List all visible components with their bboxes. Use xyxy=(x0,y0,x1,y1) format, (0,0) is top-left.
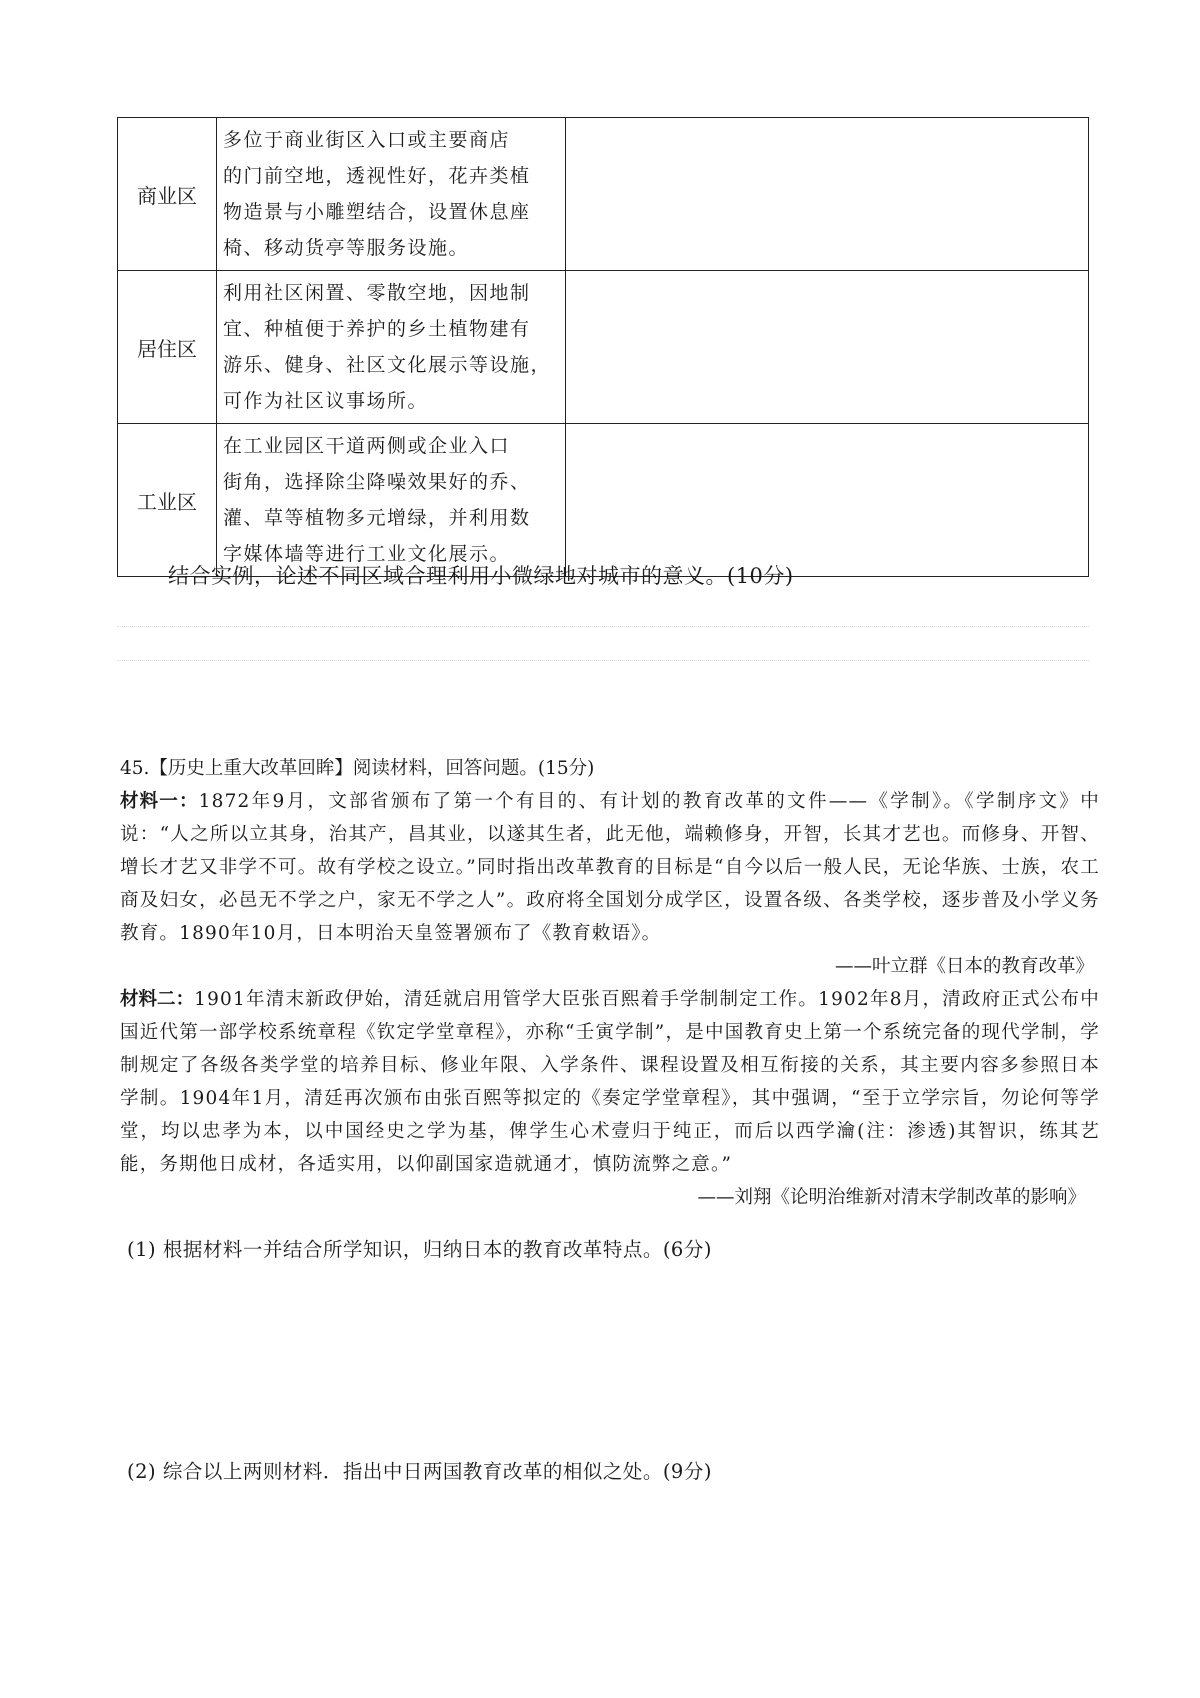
table-row xyxy=(118,118,1089,271)
answer-line[interactable] xyxy=(117,660,1089,661)
zone-name: 商业区 xyxy=(118,118,217,271)
sub-question-1: (1) 根据材料一并结合所学知识，归纳日本的教育改革特点。(6分) xyxy=(127,1238,712,1261)
blank-cell xyxy=(566,271,1089,424)
material-one xyxy=(120,785,1100,950)
answer-line[interactable] xyxy=(117,626,1089,627)
question-44-prompt: 结合实例，论述不同区域合理利用小微绿地对城市的意义。(10分) xyxy=(168,564,794,588)
zone-description xyxy=(217,118,566,271)
material-source: ——叶立群《日本的教育改革》 xyxy=(834,956,1094,977)
green-space-table xyxy=(117,117,1089,577)
description-line: 游乐、健身、社区文化展示等设施， xyxy=(223,354,552,376)
material-two xyxy=(120,983,1100,1181)
zone-description xyxy=(217,271,566,424)
zone-name: 工业区 xyxy=(118,424,217,577)
description-line: 灌、草等植物多元增绿，并利用数 xyxy=(223,507,531,529)
description-line: 可作为社区议事场所。 xyxy=(223,390,429,412)
material-label: 材料二： xyxy=(120,989,195,1010)
material-text: 1872年9月，文部省颁布了第一个有目的、有计划的教育改革的文件——《学制》。《学制序文》中说：“人之所以立其身，治其产，昌其业，以遂其生者，此无他，端赖修身，开智，长其才艺也。而修身、开智、增长才艺又非学不可。故有学校之设立。”同时指出改革教育的目标是“自今以后一般人民，无论华族、士族，农工商及妇女，必邑无不学之户，家无不学之人”。政府将全国划分成学区，设置各级、各类学校，逐步普及小学义务教育。1890年10月，日本明治天皇签署颁布了《教育敕语》。 xyxy=(120,791,1100,944)
description-line: 字媒体墙等进行工业文化展示。 xyxy=(223,543,511,565)
question-45 xyxy=(120,752,1100,1214)
sub-question-2: (2) 综合以上两则材料．指出中日两国教育改革的相似之处。(9分) xyxy=(127,1460,712,1483)
zone-name: 居住区 xyxy=(118,271,217,424)
description-line: 利用社区闲置、零散空地，因地制 xyxy=(223,282,531,304)
description-line: 街角，选择除尘降噪效果好的乔、 xyxy=(223,471,531,493)
description-line: 在工业园区干道两侧或企业入口 xyxy=(223,435,511,457)
material-label: 材料一： xyxy=(120,791,199,812)
description-line: 宜、种植便于养护的乡土植物建有 xyxy=(223,318,531,340)
table-row xyxy=(118,424,1089,577)
zone-description xyxy=(217,424,566,577)
description-line: 物造景与小雕塑结合，设置休息座 xyxy=(223,201,531,223)
question-45-heading: 45.【历史上重大改革回眸】阅读材料，回答问题。(15分) xyxy=(120,758,595,779)
blank-cell xyxy=(566,118,1089,271)
blank-cell xyxy=(566,424,1089,577)
material-text: 1901年清末新政伊始，清廷就启用管学大臣张百熙着手学制制定工作。1902年8月，清政府正式公布中国近代第一部学校系统章程《钦定学堂章程》，亦称“壬寅学制”，是中国教育史上第一个系统完备的现代学制，学制规定了各级各类学堂的培养目标、修业年限、入学条件、课程设置及相互衔接的关系，其主要内容多参照日本学制。1904年1月，清廷再次颁布由张百熙等拟定的《奏定学堂章程》，其中强调，“至于立学宗旨，勿论何等学堂，均以忠孝为本，以中国经史之学为基，俾学生心术壹归于纯正，而后以西学瀹(注：渗透)其智识，练其艺能，务期他日成材，各适实用，以仰副国家造就通才，慎防流弊之意。” xyxy=(120,989,1100,1175)
material-source: ——刘翔《论明治维新对清末学制改革的影响》 xyxy=(697,1187,1086,1208)
description-line: 的门前空地，透视性好，花卉类植 xyxy=(223,165,531,187)
table-row xyxy=(118,271,1089,424)
description-line: 椅、移动货亭等服务设施。 xyxy=(223,237,470,259)
description-line: 多位于商业街区入口或主要商店 xyxy=(223,129,511,151)
